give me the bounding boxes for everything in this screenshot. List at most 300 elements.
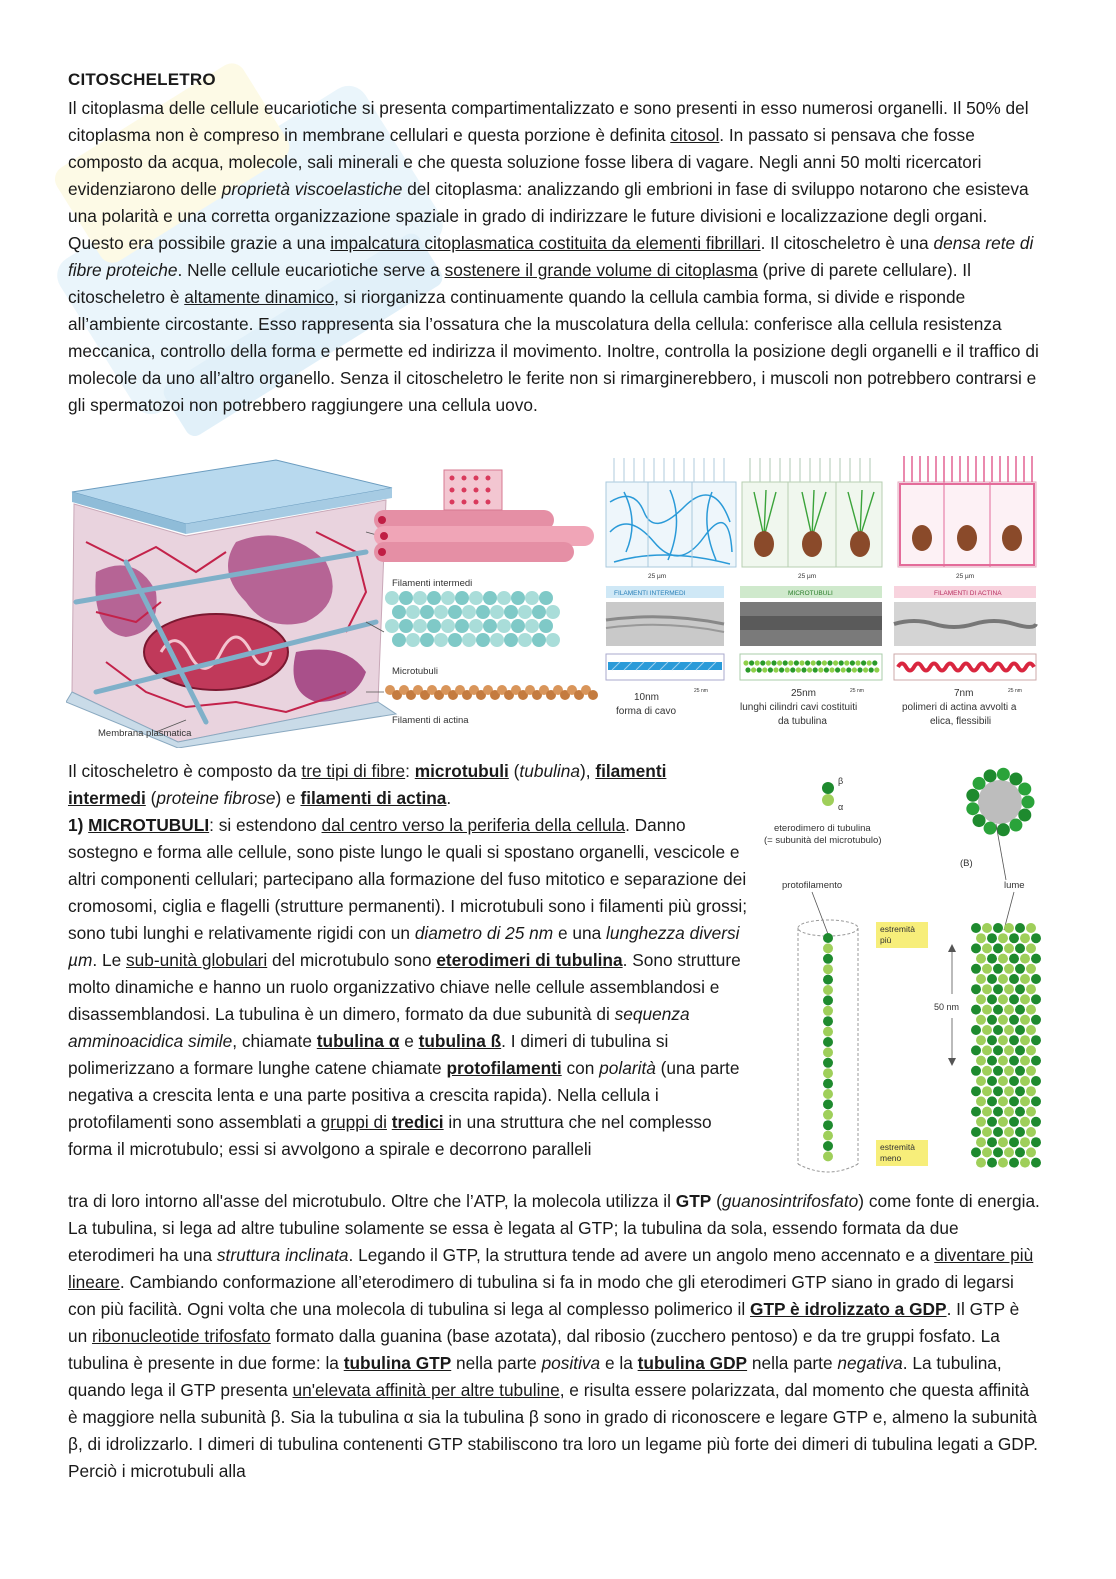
tube-bead [971, 1045, 981, 1055]
tube-bead [1026, 1025, 1036, 1035]
ring-bead [1009, 819, 1022, 832]
tube-bead [1009, 1117, 1019, 1127]
text-run: ) come fonte di energia. La tubulina, si lega ad altre tubuline solamente se essa è legata al GTP; la tubulina da sola, essendo formata da due eterodimeri ha una [68, 1191, 1040, 1265]
bar-small-3: 25 nm [1008, 688, 1022, 694]
text-run: diventare più lineare [68, 1245, 1034, 1292]
scale-bar-2: 25 µm [798, 573, 817, 580]
model-bead [785, 667, 790, 672]
tube-bead [993, 984, 1003, 994]
tube-bead [993, 1127, 1003, 1137]
ring-bead [984, 822, 997, 835]
tube-bead [1009, 1056, 1019, 1066]
tube-bead [976, 954, 986, 964]
text-run: . Nelle cellule eucariotiche serve a [177, 260, 445, 280]
protofilament-bead [823, 1151, 833, 1161]
model-bead [766, 660, 771, 665]
tube-bead [993, 964, 1003, 974]
tube-bead [982, 943, 992, 953]
text-run: del citoplasma: analizzando gli embrioni in fase di sviluppo notarono che esisteva una polarità e una corretta organizzazione spaziale in grado di indirizzare le future divisioni e localizzazione degli organi. Questo era possibile grazie a una [68, 179, 1029, 253]
tube-bead [1031, 1096, 1041, 1106]
tube-bead [982, 1025, 992, 1035]
model-bead [861, 660, 866, 665]
tube-bead [1015, 964, 1025, 974]
tube-bead [998, 1076, 1008, 1086]
microtubule-bead [399, 591, 413, 605]
label-microtubules: Microtubuli [392, 666, 438, 677]
microtubule-bead [448, 633, 462, 647]
microtubule-bead [532, 605, 546, 619]
text-run: tubulina GDP [637, 1353, 748, 1373]
text-run: struttura inclinata [216, 1245, 349, 1265]
model-bead [768, 667, 773, 672]
microtubule-bead [455, 591, 469, 605]
model-bead [869, 667, 874, 672]
tube-bead [1004, 1005, 1014, 1015]
model-bead [857, 667, 862, 672]
ring-bead [1018, 782, 1031, 795]
tube-bead [1026, 1127, 1036, 1137]
microtubule-bead [476, 633, 490, 647]
tube-bead [982, 1107, 992, 1117]
model-bead [863, 667, 868, 672]
model-bead [743, 660, 748, 665]
model-bead [762, 667, 767, 672]
text-run: nella parte [747, 1353, 838, 1373]
model-bead [846, 667, 851, 672]
header-microtubules: MICROTUBULI [788, 590, 833, 597]
model-bead [801, 667, 806, 672]
model-bead [749, 660, 754, 665]
plus-end-label-2: più [880, 935, 892, 945]
filament-types-figure [604, 452, 1040, 732]
text-run: tubulina ß [418, 1031, 502, 1051]
tube-bead [998, 1015, 1008, 1025]
text-run: densa rete di fibre proteiche [68, 233, 1034, 280]
tube-bead [1015, 1127, 1025, 1137]
tube-bead [976, 994, 986, 1004]
microtubule-bead [539, 591, 553, 605]
text-run: ( [711, 1191, 722, 1211]
protofilament-bead [823, 1058, 833, 1068]
label-intermediate-filaments: Filamenti intermedi [392, 578, 473, 589]
text-run: . Cambiando conformazione all’eterodimero di tubulina si fa in modo che gli eterodimeri GTP siano in grado di legarsi con più facilità. Ogni volta che una molecola di tubulina si lega al complesso polimerico il [68, 1272, 1014, 1319]
microtubule-bead [399, 619, 413, 633]
tube-bead [1020, 1056, 1030, 1066]
tube-bead [993, 923, 1003, 933]
caption-microtubules-1: lunghi cilindri cavi costituiti [740, 702, 858, 713]
tube-bead [998, 1137, 1008, 1147]
protofilament-bead [823, 1027, 833, 1037]
tube-bead [1004, 1147, 1014, 1157]
text-run: diametro di 25 nm [414, 923, 554, 943]
tube-bead [976, 1096, 986, 1106]
text-run: sub-unità globulari [126, 950, 268, 970]
tube-bead [998, 1117, 1008, 1127]
microtubule-bead [497, 619, 511, 633]
microtubule-bead [546, 633, 560, 647]
tube-bead [987, 1137, 997, 1147]
tube-bead [982, 1147, 992, 1157]
text-run: eterodimeri di tubulina [436, 950, 623, 970]
tube-bead [1026, 984, 1036, 994]
tube-bead [1031, 933, 1041, 943]
microtubule-bead [385, 591, 399, 605]
ring-bead [997, 768, 1010, 781]
microtubule-bead [518, 633, 532, 647]
tube-bead [1015, 1147, 1025, 1157]
tube-bead [1015, 1025, 1025, 1035]
microtubules-paragraph [68, 758, 748, 1163]
heterodimer-caption-2: (= subunità del microtubulo) [764, 835, 882, 846]
model-bead [783, 660, 788, 665]
protofilament-bead [823, 1120, 833, 1130]
tube-bead [976, 1076, 986, 1086]
tube-bead [1026, 1147, 1036, 1157]
scale-bar-1: 25 µm [648, 573, 667, 580]
tube-bead [1031, 1035, 1041, 1045]
tube-bead [1009, 1096, 1019, 1106]
label-actin-filaments: Filamenti di actina [392, 715, 469, 726]
tube-bead [993, 1045, 1003, 1055]
tube-bead [987, 933, 997, 943]
protofilament-bead [823, 933, 833, 943]
tube-bead [982, 964, 992, 974]
text-run: nella parte [451, 1353, 542, 1373]
tube-bead [976, 1158, 986, 1168]
tube-bead [998, 933, 1008, 943]
model-bead [839, 660, 844, 665]
tube-bead [1031, 1015, 1041, 1025]
tube-bead [993, 1005, 1003, 1015]
text-run: proteine fibrose [156, 788, 276, 808]
model-bead [773, 667, 778, 672]
tube-bead [993, 1147, 1003, 1157]
tube-bead [1031, 1056, 1041, 1066]
heterodimer-caption-1: eterodimero di tubulina [774, 823, 871, 834]
bar-small-1: 25 nm [694, 688, 708, 694]
tube-bead [1020, 1035, 1030, 1045]
text-run: tra di loro intorno all'asse del microtubulo. Oltre che l’ATP, la molecola utilizza il [68, 1191, 676, 1211]
text-run: . In passato si pensava che fosse composto da acqua, molecole, sali minerali e che questa soluzione fosse libera di vagare. Negli anni 50 molti ricercatori evidenziarono delle [68, 125, 982, 199]
tube-bead [1015, 1005, 1025, 1015]
tube-bead [1015, 1045, 1025, 1055]
gtp-paragraph [68, 1188, 1040, 1485]
model-bead [757, 667, 762, 672]
model-bead [855, 660, 860, 665]
microtubule-bead [469, 591, 483, 605]
protofilament-bead [823, 964, 833, 974]
text-run: GTP [675, 1191, 712, 1211]
tube-bead [998, 1096, 1008, 1106]
protofilament-bead [823, 1047, 833, 1057]
text-run: : [405, 761, 415, 781]
ring-bead [966, 802, 979, 815]
text-run: lunghezza diversi µm [68, 923, 740, 970]
scale-bar-3: 25 µm [956, 573, 975, 580]
tube-bead [1009, 1158, 1019, 1168]
model-bead [818, 667, 823, 672]
ring-bead [966, 789, 979, 802]
tube-bead [1009, 1015, 1019, 1025]
tube-bead [1015, 1066, 1025, 1076]
tube-bead [971, 923, 981, 933]
tube-bead [976, 1035, 986, 1045]
ring-bead [1022, 796, 1035, 809]
text-run: impalcatura citoplasmatica costituita da elementi fibrillari [330, 233, 761, 253]
text-run: . Il citoscheletro è una [760, 233, 934, 253]
model-bead [807, 667, 812, 672]
protofilament-bead [823, 1099, 833, 1109]
text-run: Il citoscheletro è composto da [68, 761, 302, 781]
tube-bead [1026, 1066, 1036, 1076]
caption-actin-1: polimeri di actina avvolti a [902, 702, 1017, 713]
tube-bead [1026, 943, 1036, 953]
text-run: un'elevata affinità per altre tubuline [292, 1380, 560, 1400]
tube-bead [998, 1035, 1008, 1045]
tube-bead [1015, 1086, 1025, 1096]
tube-bead [1031, 994, 1041, 1004]
microtubule-bead [483, 591, 497, 605]
tube-bead [1009, 954, 1019, 964]
text-run: : si estendono [209, 815, 322, 835]
text-run: sostenere il grande volume di citoplasma [444, 260, 758, 280]
text-run: e una [553, 923, 606, 943]
tube-bead [1009, 994, 1019, 1004]
model-bead [788, 660, 793, 665]
tube-bead [971, 984, 981, 994]
model-bead [755, 660, 760, 665]
tube-bead [1020, 1076, 1030, 1086]
header-actin: FILAMENTI DI ACTINA [934, 590, 1002, 597]
panel-intermediate-cells [606, 458, 736, 567]
text-run: GTP è idrolizzato a GDP [750, 1299, 947, 1319]
tube-bead [1009, 974, 1019, 984]
document-title: CITOSCHELETRO [68, 70, 216, 89]
text-run: con [561, 1058, 600, 1078]
minus-end-label-2: meno [880, 1153, 902, 1163]
text-run: , e risulta essere polarizzata, dal momento che questa affinità è maggiore nella subunità β. Sia la tubulina α sia la tubulina β sono in grado di riconoscere e legare GTP e, almeno la subunità β, di idrolizzarlo. I dimeri di tubulina contenenti GTP stabiliscono tra loro un legame più forte dei dimeri di tubulina legati a GDP. Perciò i microtubuli alla [68, 1380, 1038, 1481]
model-bead [796, 667, 801, 672]
tube-bead [971, 1066, 981, 1076]
protofilament-bead [823, 1079, 833, 1089]
text-run: , chiamate [232, 1031, 317, 1051]
text-run: dal centro verso la periferia della cellula [321, 815, 626, 835]
plus-end-label-1: estremità [880, 924, 915, 934]
header-intermediate: FILAMENTI INTERMEDI [614, 590, 686, 597]
microtubule-bead [448, 605, 462, 619]
tube-bead [1020, 994, 1030, 1004]
protofilament-bead [823, 1141, 833, 1151]
tube-bead [998, 954, 1008, 964]
tube-bead [1031, 1158, 1041, 1168]
text-run: (prive di parete cellulare). Il citoscheletro è [68, 260, 971, 307]
tube-bead [1020, 1137, 1030, 1147]
model-bead [867, 660, 872, 665]
microtubule-bead [539, 619, 553, 633]
ring-bead [1018, 809, 1031, 822]
tube-bead [987, 1035, 997, 1045]
tube-bead [982, 923, 992, 933]
microtubule-bead [420, 633, 434, 647]
text-run: tre tipi di fibre [301, 761, 406, 781]
text-run: ribonucleotide trifosfato [92, 1326, 271, 1346]
model-bead [872, 660, 877, 665]
tube-bead [1009, 1137, 1019, 1147]
microtubule-bead [427, 619, 441, 633]
model-bead [805, 660, 810, 665]
text-run: (una parte negativa a crescita lenta e una parte positiva a crescita rapida). Nella cellula i protofilamenti sono assemblati a [68, 1058, 740, 1132]
tube-bead [993, 1086, 1003, 1096]
text-run: polarità [599, 1058, 656, 1078]
actin-bead [588, 690, 598, 700]
microtubule-bead [525, 619, 539, 633]
model-bead [794, 660, 799, 665]
tube-bead [1020, 1096, 1030, 1106]
microtubule-bead [434, 605, 448, 619]
model-bead [833, 660, 838, 665]
microtubule-bead [490, 633, 504, 647]
panel-microtubule-cells [742, 458, 882, 567]
tube-bead [971, 1025, 981, 1035]
microtubule-bead [441, 591, 455, 605]
tube-bead [1020, 933, 1030, 943]
text-run: filamenti intermedi [68, 761, 667, 808]
microtubule-bead [420, 605, 434, 619]
tube-bead [971, 1107, 981, 1117]
text-run: del microtubulo sono [267, 950, 437, 970]
microtubule-bead [406, 633, 420, 647]
tube-bead [971, 1127, 981, 1137]
model-bead [841, 667, 846, 672]
tube-bead [1020, 954, 1030, 964]
microtubule-bead [462, 633, 476, 647]
protofilament-bead [823, 1006, 833, 1016]
tube-bead [976, 1137, 986, 1147]
tube-bead [982, 1127, 992, 1137]
ring-bead [973, 814, 986, 827]
microtubule-bead [427, 591, 441, 605]
text-run: . [446, 788, 452, 808]
text-run: citosol [670, 125, 720, 145]
intro-paragraph [68, 95, 1040, 419]
tube-bead [1009, 1076, 1019, 1086]
label-plasma-membrane: Membrana plasmatica [98, 728, 192, 739]
protofilament-bead [823, 985, 833, 995]
tube-bead [982, 984, 992, 994]
tube-bead [1015, 923, 1025, 933]
tube-bead [1020, 1015, 1030, 1025]
protofilament-label: protofilamento [782, 880, 843, 891]
microtubule-bead [406, 605, 420, 619]
microtubule-bead [532, 633, 546, 647]
model-bead [790, 667, 795, 672]
tube-bead [976, 1056, 986, 1066]
tube-bead [976, 933, 986, 943]
text-run: . Il GTP è un [68, 1299, 1020, 1346]
tube-bead [982, 1005, 992, 1015]
microtubule-bead [476, 605, 490, 619]
model-bead [822, 660, 827, 665]
text-run: tubulina α [316, 1031, 400, 1051]
model-bead [827, 660, 832, 665]
model-bead [799, 660, 804, 665]
tube-bead [987, 974, 997, 984]
tube-bead [1004, 1025, 1014, 1035]
model-bead [874, 667, 879, 672]
microtubule-bead [441, 619, 455, 633]
tube-bead [1031, 1137, 1041, 1147]
microtubule-bead [385, 619, 399, 633]
text-run: . Le [92, 950, 126, 970]
tube-bead [998, 974, 1008, 984]
tube-bead [1026, 1086, 1036, 1096]
tube-bead [987, 1096, 997, 1106]
caption-microtubules-2: da tubulina [778, 716, 827, 727]
tube-bead [1031, 974, 1041, 984]
tube-bead [1009, 1035, 1019, 1045]
tube-bead [1026, 1005, 1036, 1015]
tube-bead [987, 1076, 997, 1086]
text-run: positiva [541, 1353, 601, 1373]
ring-bead [984, 769, 997, 782]
text-run: ( [145, 788, 157, 808]
model-bead [844, 660, 849, 665]
protofilament-bead [823, 1037, 833, 1047]
size-microtubules: 25nm [791, 688, 817, 699]
tube-bead [1004, 984, 1014, 994]
microtubule-bead [518, 605, 532, 619]
tube-bead [987, 1158, 997, 1168]
tube-bead [1015, 1107, 1025, 1117]
tube-bead [1004, 1066, 1014, 1076]
tube-bead [1031, 954, 1041, 964]
model-bead [824, 667, 829, 672]
text-run: guanosintrifosfato [721, 1191, 859, 1211]
tube-bead [976, 1015, 986, 1025]
model-bead [771, 660, 776, 665]
model-bead [760, 660, 765, 665]
tube-bead [971, 1086, 981, 1096]
ring-bead [997, 823, 1010, 836]
panel-actin-cells [898, 456, 1036, 567]
model-bead [779, 667, 784, 672]
text-run: tredici [391, 1112, 444, 1132]
tube-bead [982, 1066, 992, 1076]
tube-bead [998, 994, 1008, 1004]
tube-bead [1031, 1117, 1041, 1127]
text-run: negativa [837, 1353, 903, 1373]
tube-bead [1031, 1076, 1041, 1086]
tube-bead [1004, 964, 1014, 974]
model-bead [745, 667, 750, 672]
text-run: tubulina GTP [343, 1353, 452, 1373]
microtubule-bead [455, 619, 469, 633]
cytoskeleton-illustration [66, 452, 606, 748]
tube-bead [971, 1147, 981, 1157]
text-run: . I dimeri di tubulina si polimerizzano a formare lunghe catene chiamate [68, 1031, 669, 1078]
microtubule-bead [483, 619, 497, 633]
tube-bead [993, 1025, 1003, 1035]
microtubule-bead [413, 591, 427, 605]
tube-bead [976, 974, 986, 984]
tube-bead [993, 943, 1003, 953]
model-bead [811, 660, 816, 665]
tube-bead [1004, 943, 1014, 953]
tube-bead [987, 954, 997, 964]
minus-end-label-1: estremità [880, 1142, 915, 1152]
model-bead [816, 660, 821, 665]
text-run: . Legando il GTP, la struttura tende ad avere un angolo meno accennato e a [348, 1245, 935, 1265]
